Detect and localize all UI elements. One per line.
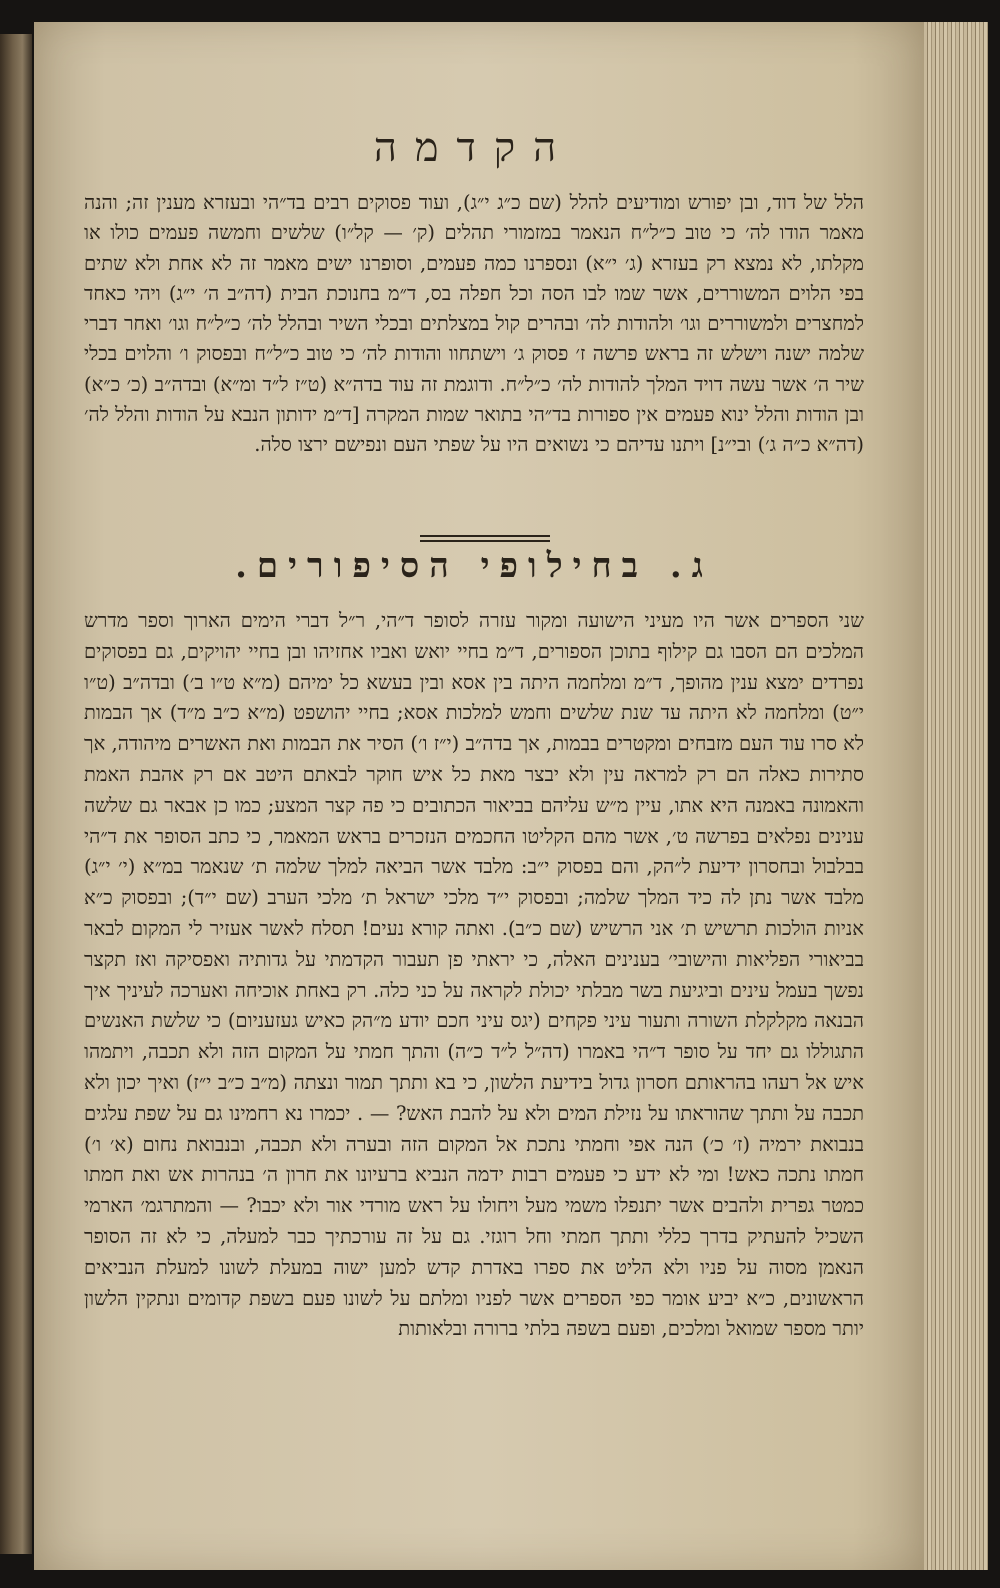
page-content <box>84 22 864 1570</box>
facing-page-edge <box>0 34 32 1554</box>
section-divider <box>420 535 550 542</box>
book-page <box>34 22 924 1570</box>
book-block-edges <box>924 22 988 1570</box>
section-heading: ג. בחילופי הסיפורים. <box>235 546 713 586</box>
body-paragraph: שני הספרים אשר היו מעיני הישועה ומקור עזרה לסופר ד״הי, ר״ל דברי הימים הארוך וספר מדרש המלכים הם הסבו גם קילוף בתוכן הספורים, ד״מ בחיי יואש ואביו אחזיהו ובן בחיי יהויקים, גם בפסוקים נפרדים ימצא ענין מהופך, ד״מ ומלחמה היתה בין אסא ובין בעשא כל ימיהם (מ״א ט״ו ב׳) ובדה״ב (ט״ו י״ט) ומלחמה לא היתה עד שנת שלשים וחמש למלכות אסא; בחיי יהושפט (מ״א כ״ב מ״ד) אך הבמות לא סרו עוד העם מזבחים ומקטרים בבמות, אך בדה״ב (י״ז ו׳) הסיר את הבמות ואת האשרים מיהודה, אך סתירות כאלה הם רק למראה עין ולא יבצר מאת כל איש חוקר לבאתם היטב אם רק אהבת האמת והאמונה באמנה היא אתו, עיין מ״ש עליהם בביאור הכתובים כי פה קצר המצע; כמו כן אבאר גם שלשה ענינים נפלאים בפרשה ט׳, אשר מהם הקליטו החכמים הנזכרים בראש המאמר, כי כתב הסופר את ד״הי בבלבול ובחסרון ידיעת ל״הק, והם בפסוק י״ב: מלבד אשר הביאה למלך שלמה ת׳ שנאמר במ״א (י׳ י״ג) מלבד אשר נתן לה כיד המלך שלמה; ובפסוק י״ד מלכי ישראל ת׳ מלכי הערב (שם י״ד); ובפסוק כ״א אניות הולכות תרשיש ת׳ אני הרשיש (שם כ״ב). ואתה קורא נעים! תסלח לאשר אעזיר לי המקום לבאר בביאורי הפליאות והישובי׳ בענינים האלה, כי יראתי פן תעבור הקדמתי על גדותיה ואפסיקה ואז תקצר נפשך בעמל עינים וביגיעת בשר מבלתי יכולת לקראה על כני כלה. רק באחת אוכיחה ואערכה לעיניך איך הבנאה מקלקלת השורה ותעור עיני פקחים (יגס עיני חכם יודע מ״הק כאיש געזעניום) כי שלשת האנשים התגוללו גם יחד על סופר ד״הי באמרו (דה״ל ל״ד כ״ה) והתך חמתי על המקום הזה ולא תכבה, ויתמהו איש אל רעהו בהראותם חסרון גדול בידיעת הלשון, כי בא ותתך תמור ונצתה (מ״ב כ״ב י״ז) ואיך יכון ולא תכבה על ותתך שהוראתו על נזילת המים ולא על להבת האש? — . יכמרו נא רחמינו גם על שפת עלגים בנבואת ירמיה (ז׳ כ׳) הנה אפי וחמתי נתכת אל המקום הזה ובערה ולא תכבה, ובנבואת נחום (א׳ ו׳) חמתו נתכה כאש! ומי לא ידע כי פעמים רבות ידמה הנביא ברעיונו את חרון ה׳ בנהרות אש ואת חמתו כמטר גפרית ולהבים אשר יתנפלו משמי מעל ויחולו על ראש מורדי אור ולא יכבו? — והמתרגמ׳ הארמי השכיל להעתיק בדרך כללי ותתך חמתי וחל רוגזי. גם על זה עורכתיך כבר למעלה, כי לא זה הסופר הנאמן מסוה על פניו ולא הליט את ספרו באדרת קדש למען ישוה במעלת לשונו למעלת הנביאים הראשונים, כ״א יביע אומר כפי הספרים אשר לפניו ומלתם על לשונו פעם בשפת קדומים ונתקין הלשון יותר מספר שמואל ומלכים, ופעם בשפה בלתי ברורה ובלאותות <box>84 609 864 1341</box>
intro-paragraph: הלל של דוד, ובן יפורש ומודיעים להלל (שם כ״ג י״ג), ועוד פסוקים רבים בד״הי ובעזרא מענין זה; והנה מאמר הודו לה׳ כי טוב כ״ל״ח הנאמר במזמורי תהלים (ק׳ — קל״ו) שלשים וחמשה פעמים כולו או מקלתו, לא נמצא רק בעזרא (ג׳ י״א) ונספרנו כמה פעמים, וסופרנו ישים מאמר זה לא אחת ולא שתים בפי הלוים המשוררים, אשר שמו לבו הסה וכל חפלה בס, ד״מ בחנוכת הבית (דה״ב ה׳ י״ג) ויהי כאחד למחצרים ולמשוררים וגו׳ ולהודות לה׳ ובהרים קול במצלתים ובכלי השיר ובהלל לה׳ כ״ל״ח וגו׳ ואחר דברי שלמה ישנה וישלש זה בראש פרשה ז׳ פסוק ג׳ וישתחוו והודות לה׳ כי טוב כ״ל״ח ובפסוק ו׳ והלוים בכלי שיר ה׳ אשר עשה דויד המלך להודות לה׳ כ״ל״ח. ודוגמת זה עוד בדה״א (ט״ז ל״ד ומ״א) ובדה״ב (כ׳ כ״א) ובן הודות והלל ינוא פעמים אין ספורות בד״הי בתואר שמות המקרה [ד״מ ידותון הנבא על הודות והלל לה׳ (דה״א כ״ה ג׳) ובי״נ] ויתנו עדיהם כי נשואים היו על שפתי העם ונפישם ירצו סלה. <box>84 191 864 457</box>
page-heading: הקדמה <box>373 125 575 171</box>
